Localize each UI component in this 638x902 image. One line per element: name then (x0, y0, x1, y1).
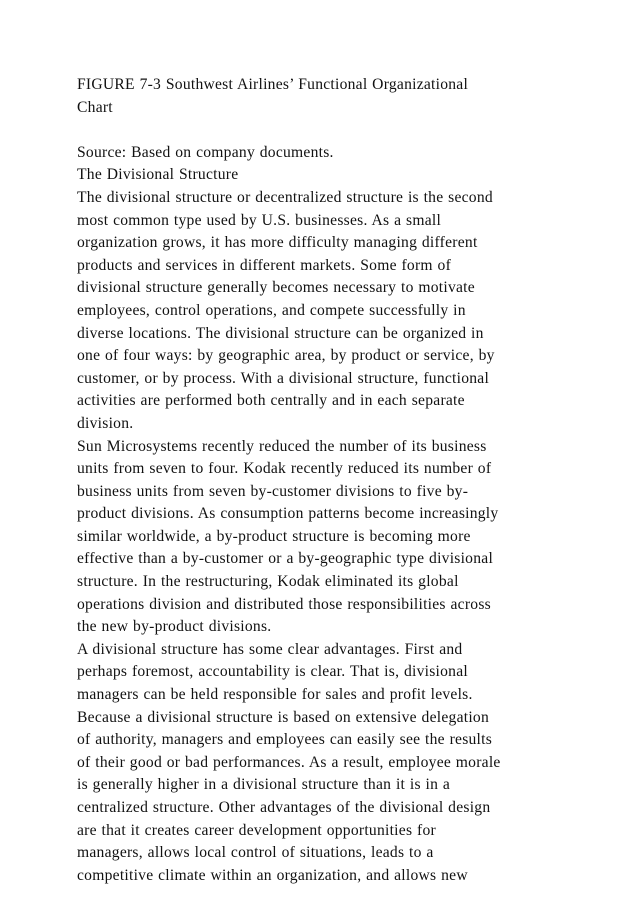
paragraph-line: division. (77, 414, 134, 432)
paragraph-line: competitive climate within an organization, and allows new (77, 866, 468, 884)
figure-caption-line-2: Chart (77, 98, 113, 116)
paragraph-line: one of four ways: by geographic area, by product or service, by (77, 347, 495, 365)
paragraph-line: effective than a by-customer or a by-geographic type divisional (77, 550, 494, 568)
paragraph-line: diverse locations. The divisional structure can be organized in (77, 324, 484, 342)
paragraph-line: managers, allows local control of situations, leads to a (77, 844, 434, 862)
paragraph-line: Because a divisional structure is based on extensive delegation (77, 708, 490, 726)
blank-line (77, 119, 597, 142)
paragraph-line: Sun Microsystems recently reduced the number of its business (77, 437, 487, 455)
paragraph-line: customer, or by process. With a divisional structure, functional (77, 369, 490, 387)
paragraph-line: activities are performed both centrally and in each separate (77, 392, 465, 410)
paragraph-line: products and services in different markets. Some form of (77, 256, 452, 274)
paragraph-line: is generally higher in a divisional structure than it is in a (77, 776, 451, 794)
paragraph-line: similar worldwide, a by-product structure is becoming more (77, 527, 471, 545)
paragraph-line: perhaps foremost, accountability is clear. That is, divisional (77, 663, 468, 681)
paragraph-line: centralized structure. Other advantages of the divisional design (77, 799, 491, 816)
paragraph-line: product divisions. As consumption patterns become increasingly (77, 505, 499, 523)
paragraph-line: of their good or bad performances. As a result, employee morale (77, 753, 501, 771)
document-body (77, 74, 597, 887)
figure-caption-line-1: FIGURE 7-3 Southwest Airlines’ Functional Organizational (77, 76, 469, 93)
paragraph-line: The divisional structure or decentralized structure is the second (77, 188, 493, 206)
paragraph-line: organization grows, it has more difficulty managing different (77, 234, 478, 252)
paragraph-line: managers can be held responsible for sales and profit levels. (77, 686, 473, 704)
paragraph-line: structure. In the restructuring, Kodak eliminated its global (77, 573, 459, 591)
paragraph-line: most common type used by U.S. businesses. As a small (77, 211, 442, 229)
paragraph-line: A divisional structure has some clear advantages. First and (77, 640, 463, 658)
paragraph-line: employees, control operations, and compete successfully in (77, 301, 466, 319)
section-heading: The Divisional Structure (77, 166, 239, 184)
paragraph-line: the new by-product divisions. (77, 618, 272, 636)
paragraph-line: business units from seven by-customer divisions to five by- (77, 482, 469, 500)
paragraph-line: divisional structure generally becomes necessary to motivate (77, 279, 475, 297)
paragraph-line: operations division and distributed those responsibilities across (77, 595, 491, 613)
source-note: Source: Based on company documents. (77, 143, 334, 161)
paragraph-line: units from seven to four. Kodak recently reduced its number of (77, 460, 492, 478)
paragraph-line: are that it creates career development opportunities for (77, 821, 436, 839)
paragraph-line: of authority, managers and employees can easily see the results (77, 731, 493, 749)
